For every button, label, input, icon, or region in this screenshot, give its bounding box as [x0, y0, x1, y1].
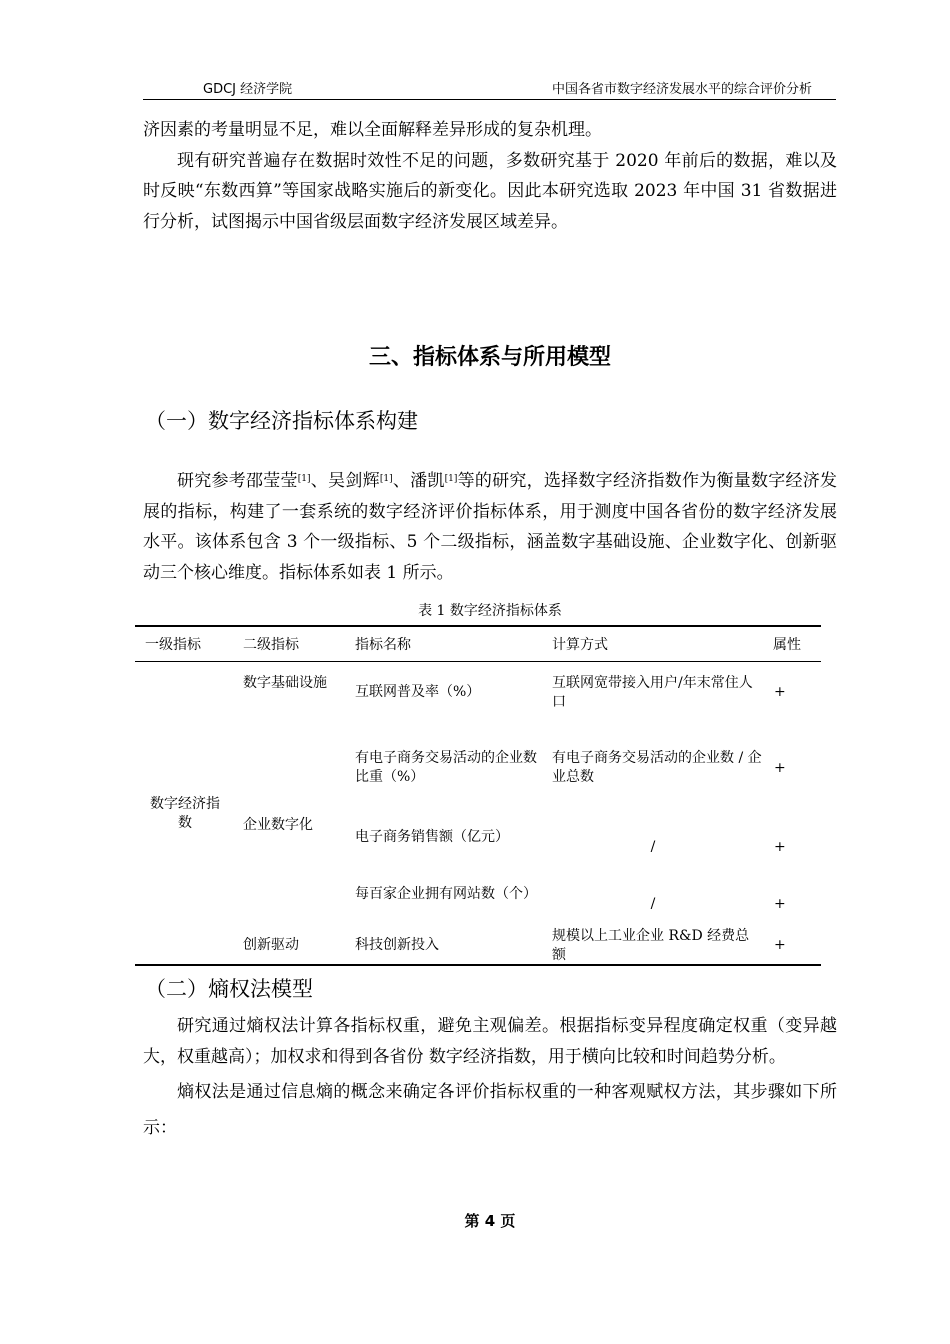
level2-cell: 数字基础设施: [243, 675, 327, 691]
header-right: 中国各省市数字经济发展水平的综合评价分析: [552, 82, 813, 97]
citation-ref: [1]: [379, 474, 393, 484]
table-header-cell: 一级指标: [145, 637, 201, 653]
table-header-cell: 二级指标: [243, 637, 299, 653]
table-cell-method: /: [650, 839, 656, 855]
table-header-rule: [135, 661, 821, 662]
text-segment: 等的研究，选择数字经济指数作为衡量数字经济发展的指标，构建了一套系统的数字经济评价指标体系，用于测度中国各省份的数字经济发展水平。该体系包含 3 个一级指标、5 个二级指标，涵盖数字基础设施、企业数字化、创新驱动三个核心维度。指标体系如表 1 所示。: [143, 471, 838, 583]
page-number: 第 4 页: [464, 1212, 516, 1230]
table-cell-attr: +: [774, 839, 786, 855]
intro-paragraph-1: 济因素的考量明显不足，难以全面解释差异形成的复杂机理。: [143, 120, 602, 140]
citation-ref: [1]: [297, 474, 311, 484]
subsection-1-title: （一）数字经济指标体系构建: [145, 409, 418, 433]
level1-cell: 数字经济指数: [150, 796, 220, 831]
table-cell-name: 每百家企业拥有网站数（个）: [355, 886, 537, 902]
table-header-cell: 属性: [773, 637, 801, 653]
citation-ref: [1]: [444, 474, 458, 484]
subsection-2-paragraph-1: 研究通过熵权法计算各指标权重，避免主观偏差。根据指标变异程度确定权重（变异越大，权重越高）；加权求和得到各省份 数字经济指数，用于横向比较和时间趋势分析。: [143, 1016, 837, 1067]
subsection-2-text: [143, 1011, 837, 1146]
subsection-2-paragraph-2: 熵权法是通过信息熵的概念来确定各评价指标权重的一种客观赋权方法，其步骤如下所示：: [143, 1082, 837, 1138]
table-header-cell: 指标名称: [355, 637, 411, 653]
table-caption: 表 1 数字经济指标体系: [418, 603, 562, 619]
table-cell-name: 互联网普及率（%）: [355, 684, 481, 700]
text-segment: 、吴剑辉: [310, 471, 380, 491]
table-cell-name: 有电子商务交易活动的企业数比重（%）: [355, 750, 537, 785]
table-cell-method: 互联网宽带接入用户/年末常住人口: [552, 675, 753, 710]
table-cell-attr: +: [774, 937, 786, 953]
table-header-cell: 计算方式: [552, 637, 608, 653]
table-cell-attr: +: [774, 896, 786, 912]
table-cell-attr: +: [774, 684, 786, 700]
table-cell-method: 规模以上工业企业 R&D 经费总额: [552, 928, 750, 963]
table-cell-method: /: [650, 896, 656, 912]
header-left: GDCJ 经济学院: [203, 82, 293, 97]
text-segment: 、潘凯: [392, 471, 445, 491]
text-segment: 研究参考邵莹莹: [177, 471, 298, 491]
table-cell-attr: +: [774, 760, 786, 776]
level2-cell: 创新驱动: [243, 937, 299, 953]
section-title: 三、指标体系与所用模型: [368, 345, 611, 370]
table-cell-name: 电子商务销售额（亿元）: [355, 829, 509, 845]
intro-paragraph-2: 现有研究普遍存在数据时效性不足的问题，多数研究基于 2020 年前后的数据，难以及时反映“东数西算”等国家战略实施后的新变化。因此本研究选取 2023 年中国 31 省数据进行分析，试图揭示中国省级层面数字经济发展区域差异。: [143, 150, 837, 232]
table-cell-name: 科技创新投入: [355, 937, 439, 953]
level2-cell: 企业数字化: [243, 817, 313, 833]
table-top-rule: [135, 625, 821, 627]
subsection-2-title: （二）熵权法模型: [145, 977, 313, 1001]
table-cell-method: 有电子商务交易活动的企业数 / 企业总数: [552, 750, 762, 785]
